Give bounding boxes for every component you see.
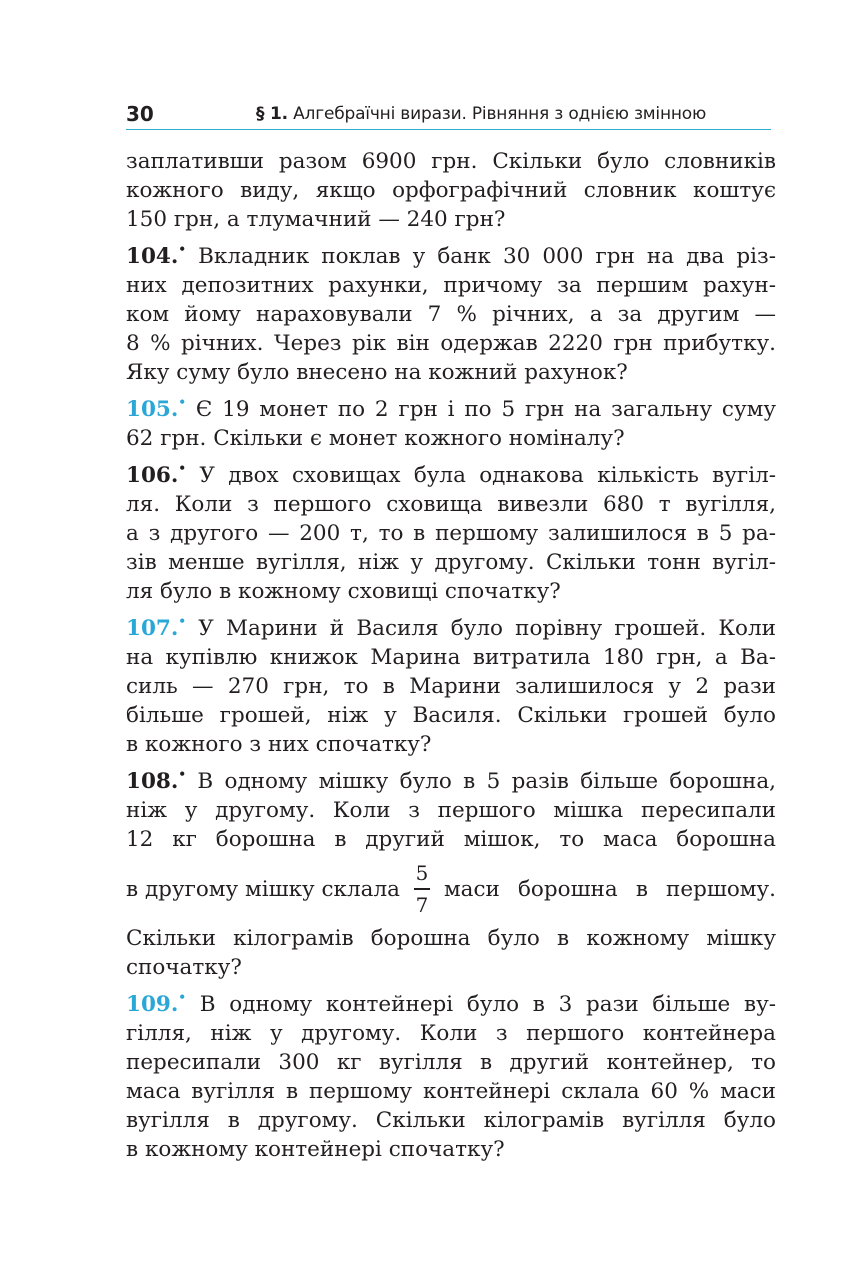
text-line: Яку суму було внесено на кожний рахунок? [126, 360, 628, 385]
text-segment: маси борошна в першому. [443, 876, 776, 902]
text-line: гілля, ніж у другому. Коли з першого контейнера [126, 1021, 776, 1046]
fraction-line [126, 854, 776, 924]
text-segment: в другому мішку склала [126, 876, 400, 902]
problem-number: 105.• [126, 395, 187, 422]
problem-number: 109.• [126, 990, 187, 1017]
section-title: Алгебраїчні вирази. Рівняння з однією змінною [293, 104, 707, 124]
text-line: ніж у другому. Коли з першого мішка пересипали [126, 798, 776, 823]
fraction-denominator: 7 [415, 892, 429, 917]
text-line: більше грошей, ніж у Василя. Скільки грошей було [126, 703, 776, 728]
text-line: 105.• Є 19 монет по 2 грн і по 5 грн на загальну суму [126, 395, 776, 422]
text-line: 106.• У двох сховищах була однакова кількість вугіл- [126, 461, 776, 488]
page-number: 30 [126, 102, 154, 126]
text-line: ком йому нараховували 7 % річних, а за другим — [126, 302, 776, 327]
text-line: спочатку? [126, 955, 242, 980]
text-line: 150 грн, а тлумачний — 240 грн? [126, 207, 506, 232]
fraction-bar [414, 888, 430, 890]
text-line: зів менше вугілля, ніж у другому. Скільки тонн вугіл- [126, 550, 776, 575]
text-line: Скільки кілограмів борошна було в кожному мішку [126, 926, 776, 951]
section-mark: § 1. [256, 104, 288, 124]
fraction-numerator: 5 [415, 861, 429, 886]
text-line: маса вугілля в першому контейнері склала 60 % маси [126, 1079, 776, 1104]
text-line: кожного виду, якщо орфографічний словник коштує [126, 178, 776, 203]
text-line: 104.• Вкладник поклав у банк 30 000 грн на два різ- [126, 242, 776, 269]
problem-105 [126, 395, 776, 453]
text-line: 108.• В одному мішку було в 5 разів більше борошна, [126, 767, 776, 794]
problem-108 [126, 767, 776, 982]
text-line: ля. Коли з першого сховища вивезли 680 т вугілля, [126, 492, 776, 517]
text-line: а з другого — 200 т, то в першому залишилося в 5 ра- [126, 521, 776, 546]
text-line: ля було в кожному сховищі спочатку? [126, 579, 561, 604]
problem-104 [126, 242, 776, 387]
fraction [414, 861, 430, 917]
text-line: в кожного з них спочатку? [126, 732, 432, 757]
text-line: 62 грн. Скільки є монет кожного номіналу? [126, 426, 625, 451]
text-line: вугілля в другому. Скільки кілограмів вугілля було [126, 1108, 776, 1133]
header-rule [126, 129, 771, 130]
text-line: них депозитних рахунки, причому за першим рахун- [126, 273, 776, 298]
problem-103-continuation [126, 147, 776, 234]
problem-number: 104.• [126, 242, 187, 269]
text-line: силь — 270 грн, то в Марини залишилося у 2 рази [126, 674, 776, 699]
text-line: в кожному контейнері спочатку? [126, 1137, 505, 1162]
problem-number: 106.• [126, 461, 187, 488]
text-line: заплативши разом 6900 грн. Скільки було словників [126, 149, 776, 174]
problem-107 [126, 614, 776, 759]
text-line: 107.• У Марини й Василя було порівну грошей. Коли [126, 614, 776, 641]
text-line: 109.• В одному контейнері було в 3 рази більше ву- [126, 990, 776, 1017]
text-line: 8 % річних. Через рік він одержав 2220 грн прибутку. [126, 331, 776, 356]
problem-109 [126, 990, 776, 1164]
problem-number: 108.• [126, 767, 187, 794]
text-line: пересипали 300 кг вугілля в другий контейнер, то [126, 1050, 776, 1075]
page-header [126, 100, 771, 130]
running-head [256, 104, 706, 124]
page-body [126, 147, 776, 1164]
text-line: на купівлю книжок Марина витратила 180 грн, а Ва- [126, 645, 776, 670]
text-line: 12 кг борошна в другий мішок, то маса борошна [126, 827, 776, 852]
problem-number: 107.• [126, 614, 187, 641]
problem-106 [126, 461, 776, 606]
